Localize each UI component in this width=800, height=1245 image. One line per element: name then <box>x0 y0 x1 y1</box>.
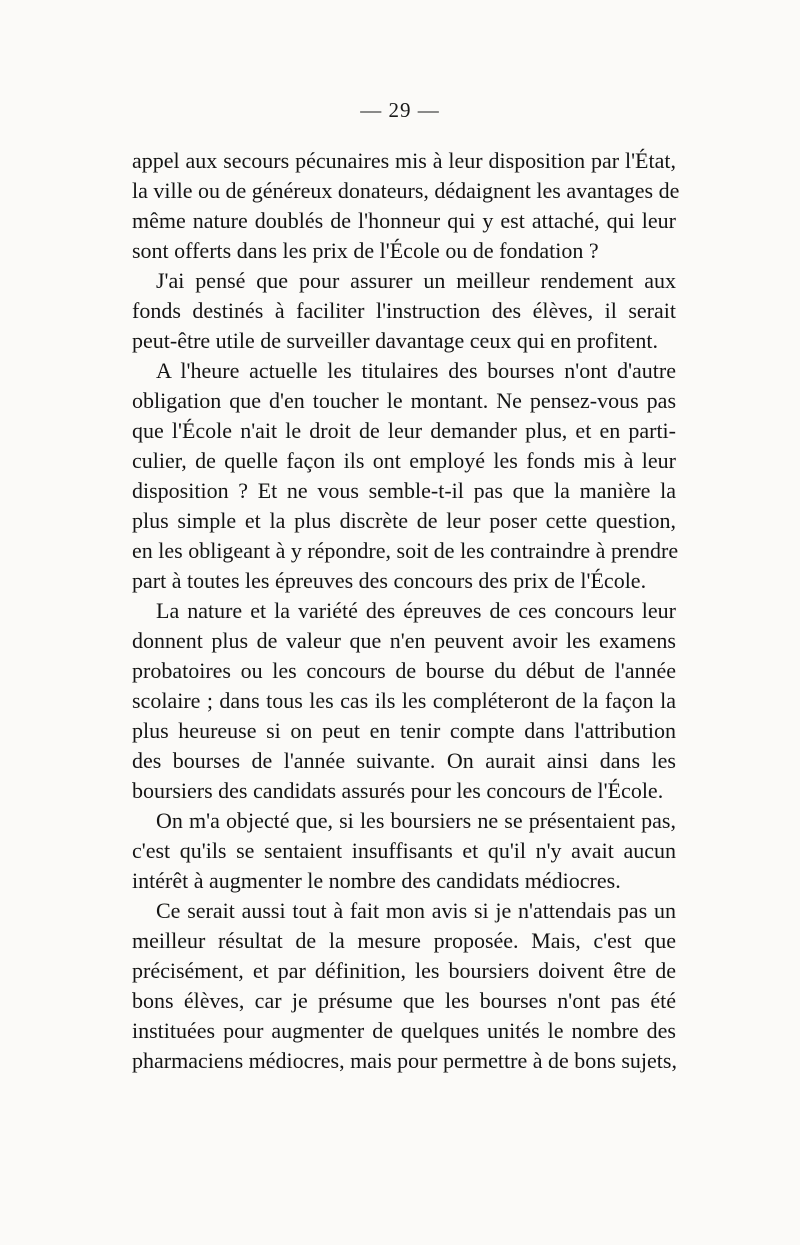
text-line: La nature et la variété des épreuves de ces concours leur <box>156 598 676 623</box>
paragraph-4 <box>132 596 676 806</box>
paragraph-2 <box>132 266 676 356</box>
text-line: c'est qu'ils se sentaient insuffisants et qu'il n'y avait aucun <box>132 838 676 863</box>
text-line: que l'École n'ait le droit de leur demander plus, et en parti- <box>132 418 676 443</box>
text-line: peut-être utile de surveiller davantage ceux qui en profitent. <box>132 328 658 353</box>
text-line: meilleur résultat de la mesure proposée. Mais, c'est que <box>132 928 676 953</box>
text-line: plus simple et la plus discrète de leur poser cette question, <box>132 508 676 533</box>
paragraph-1 <box>132 146 680 266</box>
text-line: On m'a objecté que, si les boursiers ne se présentaient pas, <box>156 808 676 833</box>
text-line: part à toutes les épreuves des concours des prix de l'École. <box>132 568 647 593</box>
text-line: disposition ? Et ne vous semble-t-il pas que la manière la <box>132 478 676 503</box>
paragraph-3 <box>132 356 679 596</box>
paragraph-6 <box>132 896 676 1076</box>
text-line: instituées pour augmenter de quelques unités le nombre des <box>132 1018 676 1043</box>
text-line: plus heureuse si on peut en tenir compte dans l'attribution <box>132 718 676 743</box>
paragraph-5 <box>132 806 676 896</box>
text-line: appel aux secours pécunaires mis à leur disposition par l'État, <box>132 148 676 173</box>
text-line: fonds destinés à faciliter l'instruction des élèves, il serait <box>132 298 676 323</box>
text-line: probatoires ou les concours de bourse du début de l'année <box>132 658 676 683</box>
text-line: pharmaciens médiocres, mais pour permettre à de bons sujets, <box>132 1048 677 1073</box>
text-line: obligation que d'en toucher le montant. Ne pensez-vous pas <box>132 388 676 413</box>
text-line: bons élèves, car je présume que les bourses n'ont pas été <box>132 988 676 1013</box>
text-line: sont offerts dans les prix de l'École ou de fondation ? <box>132 238 599 263</box>
page-number: — 29 — <box>360 98 440 122</box>
text-line: même nature doublés de l'honneur qui y est attaché, qui leur <box>132 208 676 233</box>
text-line: culier, de quelle façon ils ont employé les fonds mis à leur <box>132 448 676 473</box>
body-text <box>132 146 680 1076</box>
text-line: J'ai pensé que pour assurer un meilleur rendement aux <box>156 268 676 293</box>
text-line: intérêt à augmenter le nombre des candidats médiocres. <box>132 868 621 893</box>
text-line: A l'heure actuelle les titulaires des bourses n'ont d'autre <box>156 358 676 383</box>
text-line: en les obligeant à y répondre, soit de les contraindre à prendre <box>132 538 679 563</box>
text-line: des bourses de l'année suivante. On aurait ainsi dans les <box>132 748 676 773</box>
text-line: donnent plus de valeur que n'en peuvent avoir les examens <box>132 628 676 653</box>
text-line: scolaire ; dans tous les cas ils les compléteront de la façon la <box>132 688 676 713</box>
text-line: précisément, et par définition, les boursiers doivent être de <box>132 958 676 983</box>
text-line: boursiers des candidats assurés pour les concours de l'École. <box>132 778 664 803</box>
text-line: Ce serait aussi tout à fait mon avis si je n'attendais pas un <box>156 898 676 923</box>
text-line: la ville ou de généreux donateurs, dédaignent les avantages de <box>132 178 680 203</box>
